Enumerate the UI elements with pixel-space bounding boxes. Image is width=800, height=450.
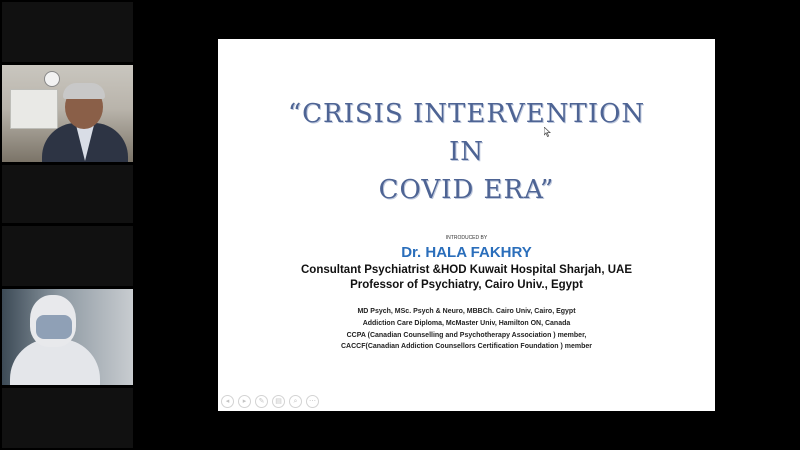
participant-tile-4[interactable] (2, 226, 133, 286)
slide-title-line-2: IN (448, 137, 485, 167)
credential-line-4: CACCF(Canadian Addiction Counsellors Certification Foundation ) member (341, 343, 592, 350)
pen-icon[interactable]: ✎ (255, 395, 268, 408)
zoom-icon[interactable]: ⌕ (289, 395, 302, 408)
previous-icon[interactable]: ◂ (221, 395, 234, 408)
credential-line-2: Addiction Care Diploma, McMaster Univ, Hamilton ON, Canada (362, 320, 571, 327)
participant-tile-2[interactable] (2, 65, 133, 162)
slide-title (218, 95, 715, 209)
participant-video-hair (63, 83, 105, 99)
presenter-position-2: Professor of Psychiatry, Cairo Univ., Egypt (350, 279, 583, 291)
mouse-pointer-icon (544, 127, 552, 137)
whiteboard (10, 89, 58, 129)
shared-presentation-slide (218, 39, 715, 411)
participant-video-mask (36, 315, 72, 339)
participant-tile-1[interactable] (2, 2, 133, 62)
presenter-position-1: Consultant Psychiatrist &HOD Kuwait Hospital Sharjah, UAE (301, 264, 632, 276)
slide-title-line-1: “CRISIS INTERVENTION (287, 99, 646, 129)
wall-clock (44, 71, 60, 87)
credential-line-1: MD Psych, MSc. Psych & Neuro, MBBCh. Cairo Univ, Cairo, Egypt (357, 308, 576, 315)
slide-title-line-3: COVID ERA” (378, 175, 555, 205)
credential-line-3: CCPA (Canadian Counselling and Psychotherapy Association ) member, (346, 332, 587, 339)
slideshow-toolbar (221, 395, 319, 408)
next-icon[interactable]: ▸ (238, 395, 251, 408)
participant-tile-5[interactable] (2, 289, 133, 385)
introduced-by-label: INTRODUCED BY (445, 235, 488, 241)
slides-icon[interactable]: ▤ (272, 395, 285, 408)
participant-tile-6[interactable] (2, 388, 133, 448)
participant-sidebar (0, 0, 134, 450)
participant-tile-3[interactable] (2, 165, 133, 223)
presenter-name: Dr. HALA FAKHRY (401, 244, 532, 261)
more-icon[interactable]: ⋯ (306, 395, 319, 408)
